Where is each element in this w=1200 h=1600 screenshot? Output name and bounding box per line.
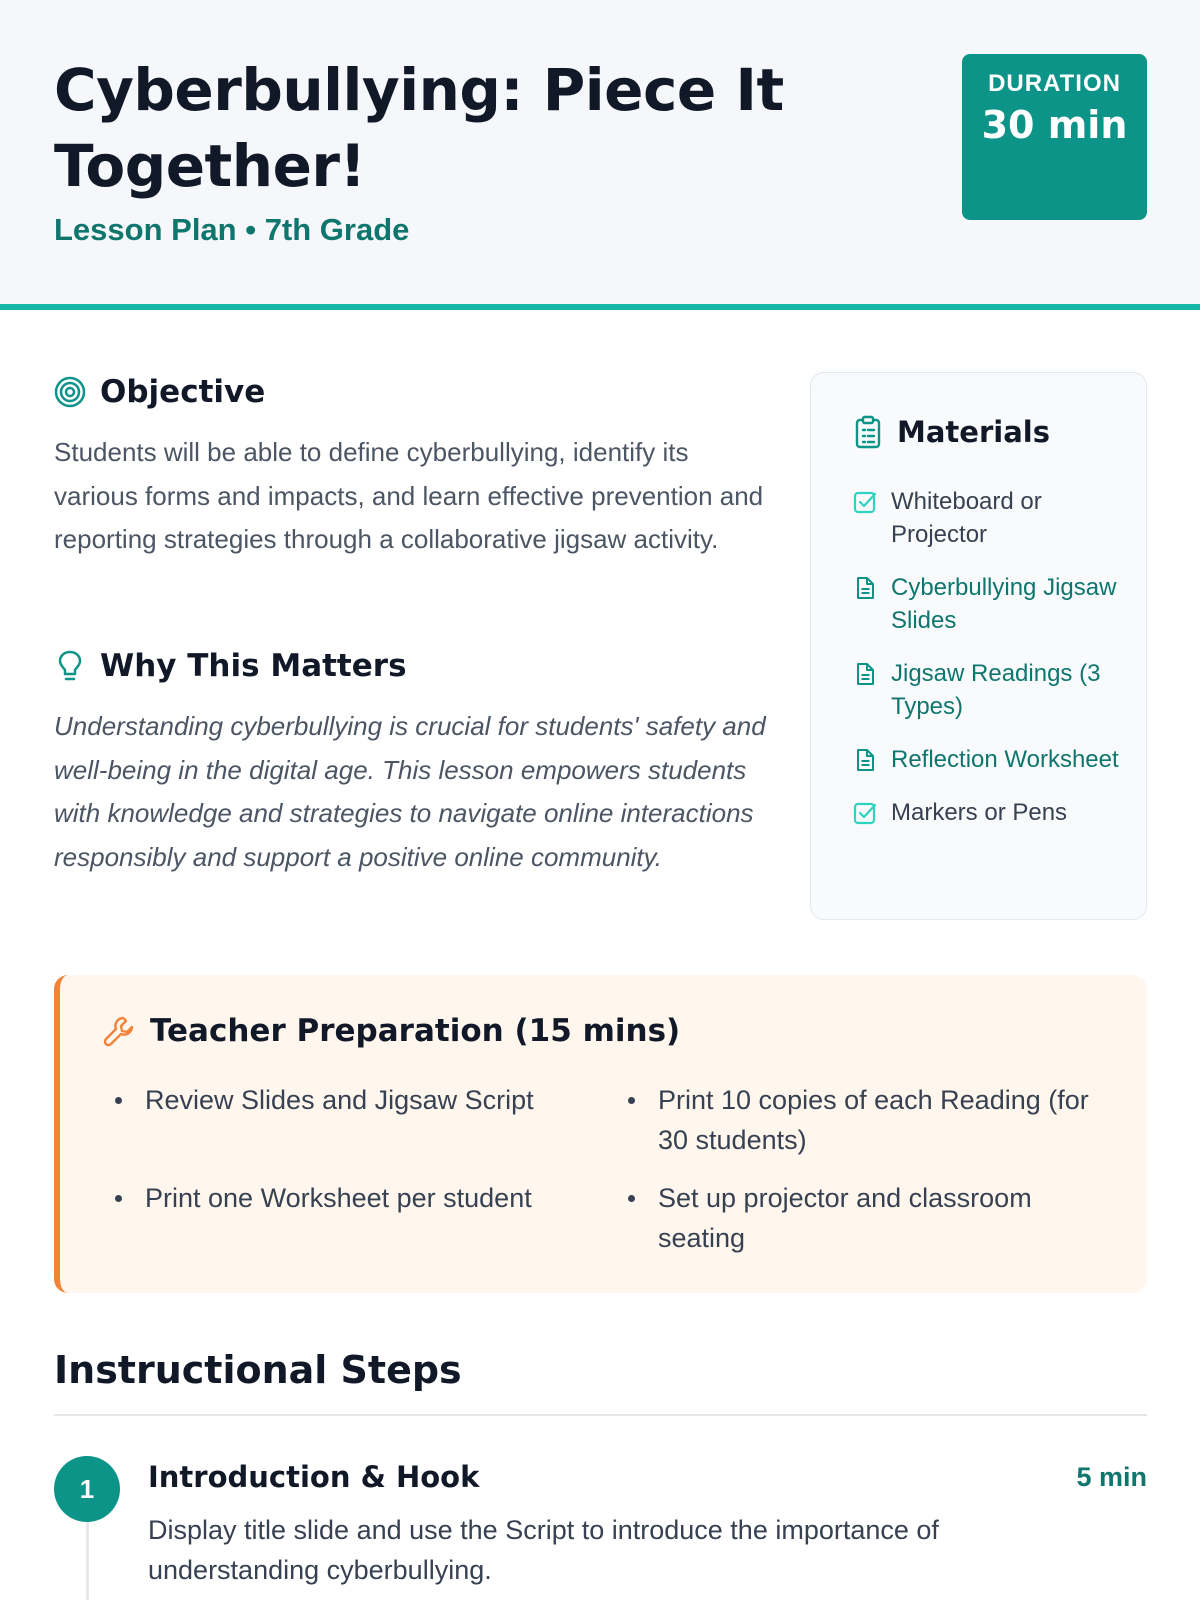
prep-item: Set up projector and classroom seating <box>628 1178 1108 1258</box>
document-icon <box>853 662 877 686</box>
material-link-readings[interactable]: Jigsaw Readings (3 Types) <box>891 660 1101 720</box>
duration-badge <box>962 54 1147 220</box>
prep-title: Teacher Preparation (15 mins) <box>150 1013 681 1049</box>
wrench-icon <box>102 1014 136 1048</box>
steps-divider <box>54 1414 1147 1416</box>
page-title: Cyberbullying: Piece It Together! <box>54 56 784 200</box>
materials-list <box>853 485 1123 849</box>
objective-title: Objective <box>100 374 266 410</box>
duration-value: 30 min <box>981 103 1128 147</box>
prep-list <box>115 1080 1115 1258</box>
page-header <box>0 0 1200 310</box>
clipboard-icon <box>853 415 883 449</box>
lightbulb-icon <box>54 648 86 684</box>
prep-heading <box>102 1013 680 1049</box>
objective-text: Students will be able to define cyberbullying, identify its various forms and impacts, and learn effective prevention and reporting strategies through a collaborative jigsaw activity. <box>54 437 764 554</box>
materials-title: Materials <box>897 415 1050 449</box>
prep-item: Review Slides and Jigsaw Script <box>115 1080 628 1160</box>
step-title: Introduction & Hook <box>148 1460 480 1494</box>
step-number-badge: 1 <box>54 1456 120 1522</box>
why-text: Understanding cyberbullying is crucial for students' safety and well-being in the digital age. This lesson empowers students with knowledge and strategies to navigate online interactions responsibly and support a positive online community. <box>54 711 766 872</box>
checkbox-icon <box>853 801 877 825</box>
objective-heading <box>54 374 265 410</box>
why-title: Why This Matters <box>100 648 407 684</box>
step-duration: 5 min <box>1076 1462 1147 1492</box>
material-label: Whiteboard or Projector <box>891 488 1042 548</box>
material-item-markers <box>853 796 1123 829</box>
prep-item: Print 10 copies of each Reading (for 30 students) <box>628 1080 1108 1160</box>
checkbox-icon <box>853 490 877 514</box>
document-icon <box>853 576 877 600</box>
step-timeline-line <box>86 1520 89 1600</box>
material-item-whiteboard <box>853 485 1123 551</box>
material-item-slides[interactable] <box>853 571 1123 637</box>
material-item-worksheet[interactable] <box>853 743 1123 776</box>
materials-panel <box>810 372 1147 920</box>
duration-label: DURATION <box>988 70 1121 97</box>
prep-item: Print one Worksheet per student <box>115 1178 628 1258</box>
document-icon <box>853 748 877 772</box>
page-subtitle: Lesson Plan • 7th Grade <box>54 212 410 247</box>
material-label: Markers or Pens <box>891 799 1068 826</box>
why-heading <box>54 648 407 684</box>
materials-heading <box>853 415 1050 449</box>
target-icon <box>54 376 86 408</box>
material-item-readings[interactable] <box>853 657 1123 723</box>
teacher-prep-panel <box>54 975 1147 1293</box>
steps-heading: Instructional Steps <box>54 1348 462 1392</box>
material-link-slides[interactable]: Cyberbullying Jigsaw Slides <box>891 574 1117 634</box>
step-description: Display title slide and use the Script to introduce the importance of understanding cyberbullying. <box>148 1515 939 1585</box>
material-link-worksheet[interactable]: Reflection Worksheet <box>891 746 1119 773</box>
